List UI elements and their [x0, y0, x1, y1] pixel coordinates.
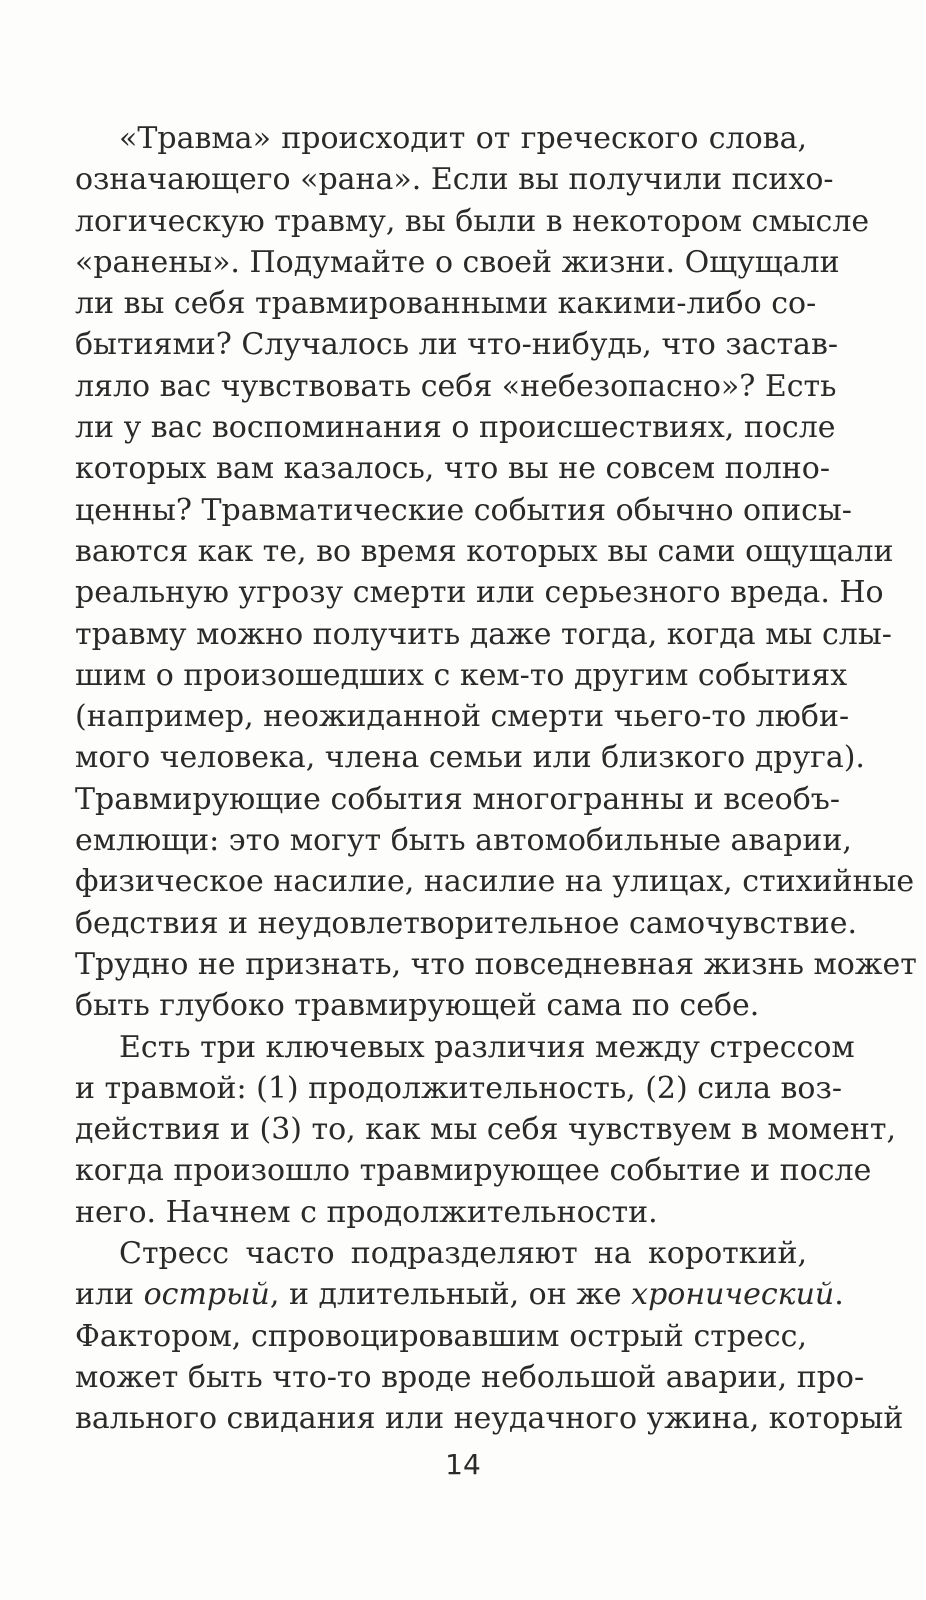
text-line: Стресс часто подразделяют на короткий, — [119, 1236, 807, 1272]
text-line: шим о произошедших с кем-то другим событиях — [75, 657, 848, 693]
text-line: бытиями? Случалось ли что-нибудь, что застав- — [75, 327, 838, 363]
text-line: логическую травму, вы были в некотором смысле — [75, 203, 870, 239]
text-line: травму можно получить даже тогда, когда мы слы- — [75, 616, 892, 652]
text-line: (например, неожиданной смерти чьего-то люби- — [75, 699, 850, 735]
text-line: вального свидания или неудачного ужина, который — [75, 1401, 904, 1437]
text-line: и травмой: (1) продолжительность, (2) сила воз- — [75, 1070, 842, 1106]
text-line: когда произошло травмирующее событие и после — [75, 1153, 872, 1189]
emphasis-chronic: хронический — [631, 1277, 835, 1313]
text-line: бедствия и неудовлетворительное самочувствие. — [75, 905, 858, 941]
text-line: Фактором, спровоцировавшим острый стресс, — [75, 1318, 807, 1354]
text-fragment: . — [834, 1277, 844, 1313]
page-number: 14 — [445, 1448, 481, 1481]
text-line: «Травма» происходит от греческого слова, — [119, 121, 807, 156]
text-line: Трудно не признать, что повседневная жизнь может — [75, 946, 917, 982]
text-line: может быть что-то вроде небольшой аварии, про- — [75, 1359, 865, 1395]
text-line: ваются как те, во время которых вы сами ощущали — [75, 533, 894, 569]
text-line-with-emphasis — [75, 1274, 844, 1315]
text-fragment: или — [75, 1277, 144, 1313]
text-line: мого человека, члена семьи или близкого друга). — [75, 740, 865, 776]
emphasis-acute: острый — [143, 1277, 270, 1313]
text-line: ли у вас воспоминания о происшествиях, после — [75, 410, 836, 446]
text-line: ценны? Травматические события обычно описы- — [75, 492, 852, 528]
paragraph-acute-chronic-stress — [75, 1233, 904, 1439]
text-line: Есть три ключевых различия между стрессом — [119, 1029, 855, 1065]
text-line: ляло вас чувствовать себя «небезопасно»? Есть — [75, 368, 837, 404]
text-line: означающего «рана». Если вы получили психо- — [75, 162, 834, 198]
text-line: емлющи: это могут быть автомобильные аварии, — [75, 823, 852, 859]
text-line: которых вам казалось, что вы не совсем полно- — [75, 451, 830, 487]
text-line: Травмирующие события многогранны и всеобъ- — [75, 781, 841, 817]
paragraph-trauma-definition — [75, 118, 917, 1027]
text-line: действия и (3) то, как мы себя чувствуем в момент, — [75, 1112, 896, 1148]
text-line: ли вы себя травмированными какими-либо со- — [75, 286, 817, 322]
text-line: реальную угрозу смерти или серьезного вреда. Но — [75, 575, 884, 611]
body-text — [75, 118, 917, 1440]
paragraph-three-differences — [75, 1027, 896, 1233]
text-line: «ранены». Подумайте о своей жизни. Ощущали — [75, 244, 840, 280]
text-fragment: , и длительный, он же — [269, 1277, 632, 1313]
text-line: него. Начнем с продолжительности. — [75, 1194, 658, 1230]
text-line: быть глубоко травмирующей сама по себе. — [75, 988, 760, 1024]
text-line: физическое насилие, насилие на улицах, стихийные — [75, 864, 915, 900]
